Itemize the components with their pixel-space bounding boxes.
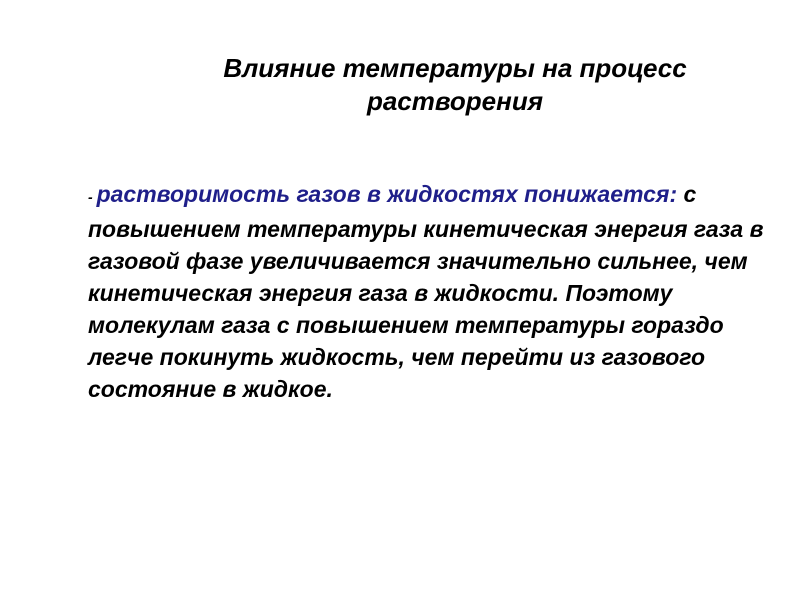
highlighted-colon: :: [669, 181, 678, 207]
title-line-2: растворения: [366, 86, 544, 116]
bullet-dash: -: [88, 189, 97, 205]
slide-title: [150, 52, 760, 118]
slide-body-text: [88, 178, 768, 405]
body-paragraph: с повышением температуры кинетическая энергия газа в газовой фазе увеличивается значительно сильнее, чем кинетическая энергия газа в жидкости. Поэтому молекулам газа с повышением температуры гораздо легче покинуть жидкость, чем перейти из газового состояние в жидкое.: [88, 181, 764, 402]
highlighted-phrase: растворимость газов в жидкостях понижается: [96, 181, 670, 207]
title-line-1: Влияние температуры на процесс: [223, 53, 687, 83]
